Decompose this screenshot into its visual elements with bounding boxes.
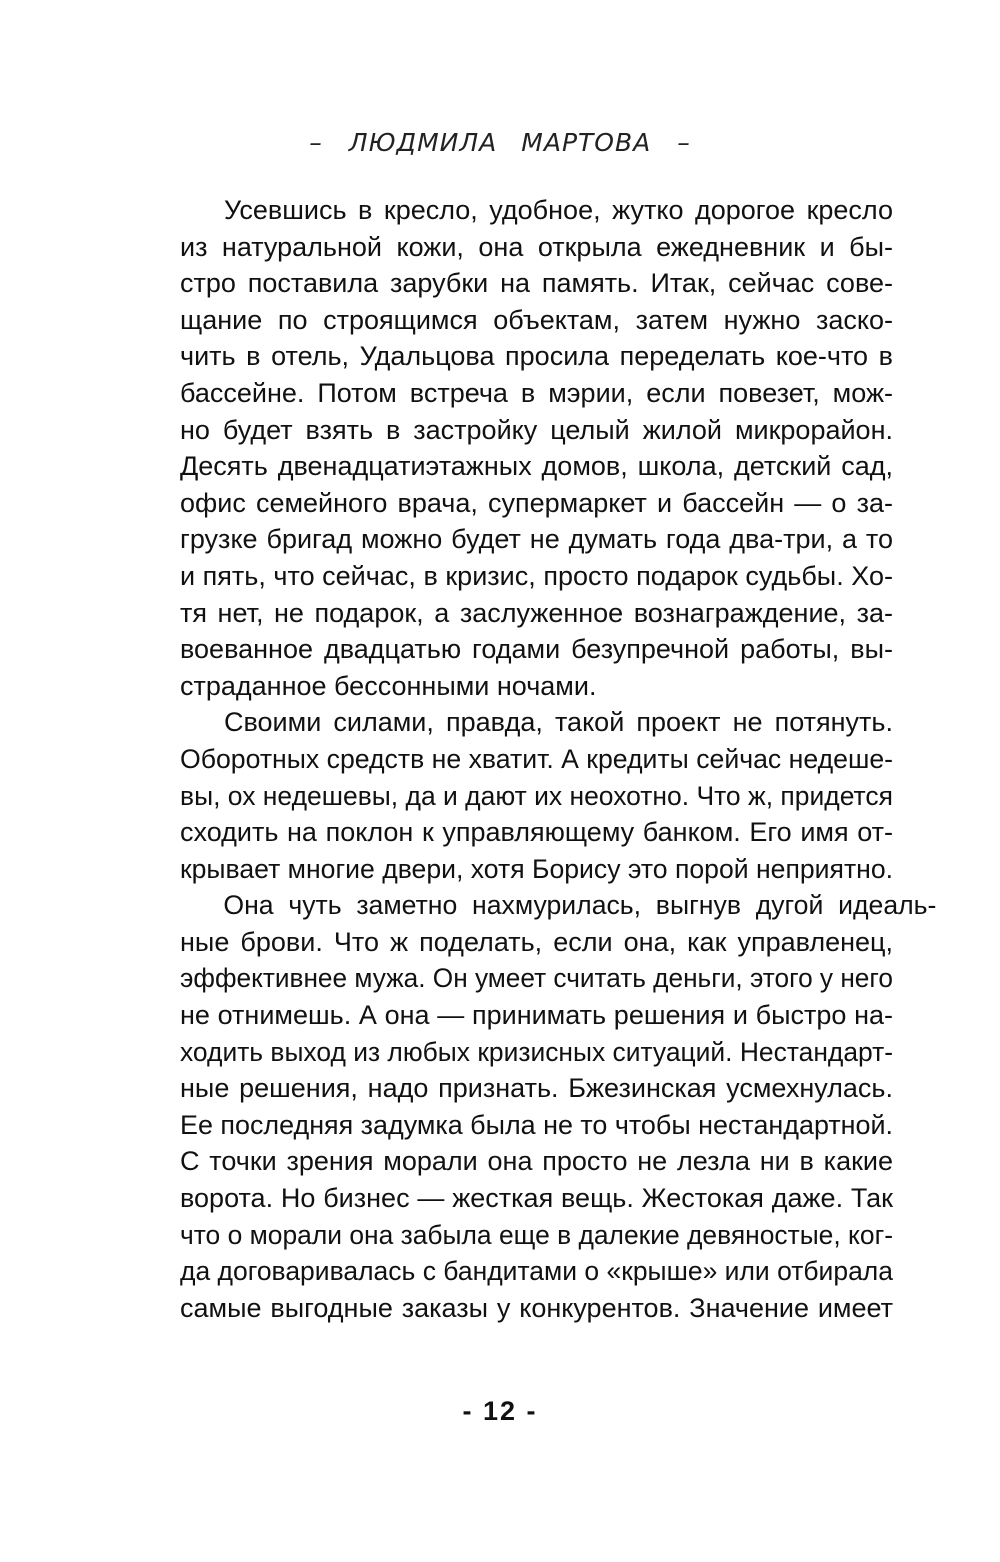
header-dash-left: – bbox=[309, 128, 323, 157]
text-line: ходить выход из любых кризисных ситуаций. Нестандарт- bbox=[180, 1036, 894, 1067]
text-line: из натуральной кожи, она открыла ежедневник и бы- bbox=[180, 231, 893, 262]
text-line: ворота. Но бизнес — жесткая вещь. Жестокая даже. Так bbox=[180, 1183, 893, 1214]
text-line: бассейне. Потом встреча в мэрии, если повезет, мож- bbox=[180, 377, 893, 408]
text-line: щание по строящимся объектам, затем нужно заско- bbox=[180, 304, 893, 335]
text-line: стро поставила зарубки на память. Итак, сейчас сове- bbox=[180, 268, 893, 299]
text-line: воеванное двадцатью годами безупречной работы, вы- bbox=[180, 634, 893, 665]
text-line: чить в отель, Удальцова просила переделать кое-что в bbox=[180, 341, 893, 372]
author-last-name: МАРТОВА bbox=[521, 128, 652, 157]
text-line: что о морали она забыла еще в далекие девяностые, ког- bbox=[180, 1219, 894, 1250]
text-line: вы, ох недешевы, да и дают их неохотно. Что ж, придется bbox=[180, 780, 893, 811]
text-line: сходить на поклон к управляющему банком. Его имя от- bbox=[180, 817, 893, 848]
text-line: Ее последняя задумка была не то чтобы нестандартной. bbox=[180, 1109, 894, 1140]
text-line: Десять двенадцатиэтажных домов, школа, детский сад, bbox=[180, 451, 893, 482]
text-line: Усевшись в кресло, удобное, жутко дорогое кресло bbox=[224, 195, 893, 225]
text-line: Оборотных средств не хватит. А кредиты сейчас недеше- bbox=[180, 743, 894, 774]
page-number: - 12 - bbox=[462, 1396, 538, 1426]
running-head bbox=[0, 128, 1000, 157]
text-line: Она чуть заметно нахмурилась, выгнув дугой идеаль- bbox=[223, 890, 937, 921]
text-line: ные решения, надо признать. Бжезинская усмехнулась. bbox=[180, 1073, 893, 1104]
text-line: тя нет, не подарок, а заслуженное вознаграждение, за- bbox=[180, 597, 893, 628]
text-line: эффективнее мужа. Он умеет считать деньги, этого у него bbox=[180, 963, 893, 994]
text-line: но будет взять в застройку целый жилой микрорайон. bbox=[180, 414, 893, 445]
header-dash-right: – bbox=[677, 128, 691, 157]
body-text bbox=[180, 192, 937, 1326]
text-line: С точки зрения морали она просто не лезла ни в какие bbox=[180, 1146, 893, 1177]
text-line: страданное бессонными ночами. bbox=[180, 670, 597, 701]
text-line: и пять, что сейчас, в кризис, просто подарок судьбы. Хо- bbox=[180, 560, 893, 591]
text-line: не отнимешь. А она — принимать решения и быстро на- bbox=[180, 1000, 893, 1031]
text-line: самые выгодные заказы у конкурентов. Значение имеет bbox=[180, 1292, 893, 1323]
text-line: грузке бригад можно будет не думать года два-три, а то bbox=[180, 524, 893, 555]
text-line: Своими силами, правда, такой проект не потянуть. bbox=[224, 707, 893, 738]
text-line: офис семейного врача, супермаркет и бассейн — о за- bbox=[180, 487, 893, 518]
author-first-name: ЛЮДМИЛА bbox=[348, 128, 498, 157]
text-line: да договаривалась с бандитами о «крыше» или отбирала bbox=[180, 1256, 893, 1287]
text-line: крывает многие двери, хотя Борису это порой неприятно. bbox=[180, 853, 894, 884]
text-line: ные брови. Что ж поделать, если она, как управленец, bbox=[180, 926, 893, 957]
